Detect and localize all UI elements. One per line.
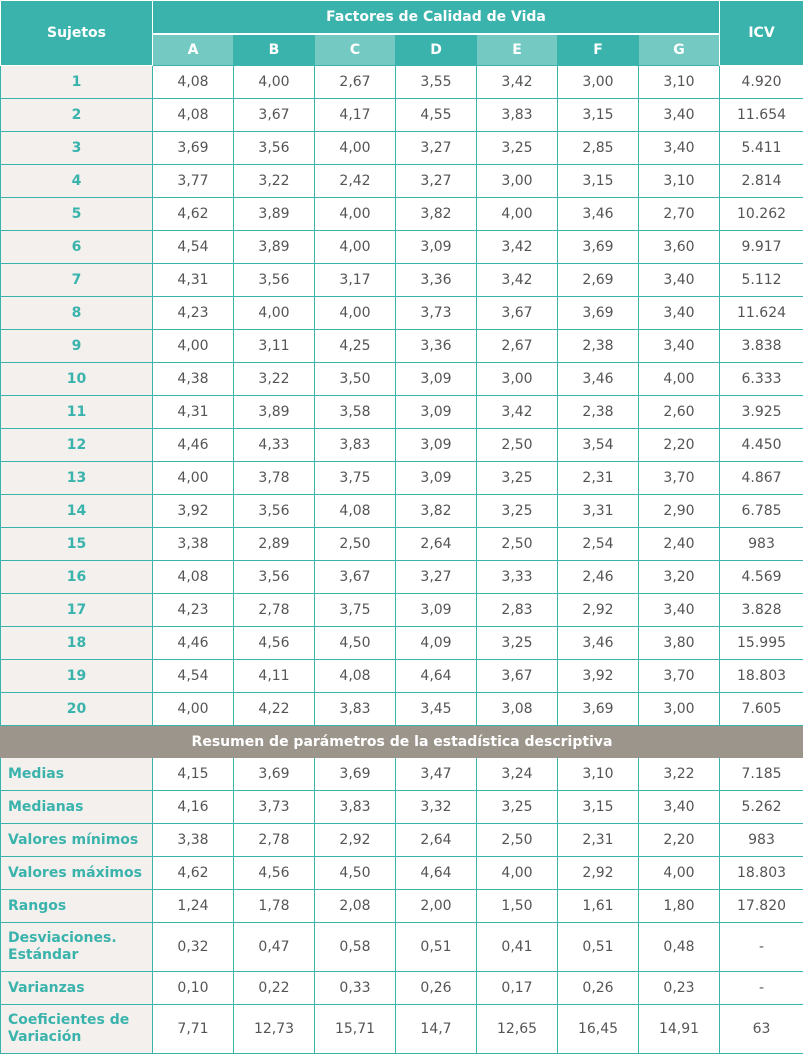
summary-value: 0,23 [639,972,720,1005]
summary-row [1,857,803,890]
factor-value: 4,00 [153,330,234,363]
table-row [1,132,803,165]
factor-value: 3,09 [396,462,477,495]
factor-value: 4,25 [315,330,396,363]
factor-value: 3,89 [234,231,315,264]
subject-number: 5 [1,198,153,231]
subject-number: 13 [1,462,153,495]
factor-value: 3,36 [396,264,477,297]
factor-value: 3,77 [153,165,234,198]
summary-value: 3,25 [477,791,558,824]
factor-value: 3,25 [477,495,558,528]
summary-value: 3,38 [153,824,234,857]
factor-value: 4,17 [315,99,396,132]
factor-value: 4,00 [315,198,396,231]
summary-value: 0,47 [234,923,315,972]
factor-value: 3,56 [234,495,315,528]
table-row [1,627,803,660]
summary-value: 4,64 [396,857,477,890]
summary-icv-value: 18.803 [720,857,803,890]
summary-value: 3,47 [396,758,477,791]
summary-value: 3,24 [477,758,558,791]
summary-label: Medias [1,758,153,791]
table-row [1,66,803,99]
summary-value: 0,51 [396,923,477,972]
subject-number: 2 [1,99,153,132]
factor-value: 3,27 [396,165,477,198]
factor-value: 3,38 [153,528,234,561]
factor-value: 3,54 [558,429,639,462]
factor-value: 4,62 [153,198,234,231]
factor-value: 2,20 [639,429,720,462]
table-row [1,99,803,132]
factor-value: 3,17 [315,264,396,297]
summary-icv-value: 63 [720,1005,803,1054]
summary-value: 16,45 [558,1005,639,1054]
subject-number: 15 [1,528,153,561]
factor-value: 3,09 [396,594,477,627]
factor-value: 2,64 [396,528,477,561]
summary-value: 2,78 [234,824,315,857]
summary-body [1,726,803,1054]
factor-value: 4,00 [153,693,234,726]
summary-value: 3,22 [639,758,720,791]
factor-value: 4,22 [234,693,315,726]
subject-number: 17 [1,594,153,627]
factor-value: 4,00 [315,231,396,264]
table-row [1,165,803,198]
factor-value: 4,00 [315,297,396,330]
summary-value: 3,69 [315,758,396,791]
factor-value: 2,69 [558,264,639,297]
subjects-header: Sujetos [1,1,153,66]
factor-header-e: E [477,34,558,66]
summary-value: 0,51 [558,923,639,972]
icv-value: 983 [720,528,803,561]
factor-value: 4,38 [153,363,234,396]
factor-value: 2,70 [639,198,720,231]
summary-value: 7,71 [153,1005,234,1054]
summary-label: Valores mínimos [1,824,153,857]
subject-number: 20 [1,693,153,726]
factor-value: 3,70 [639,462,720,495]
factor-value: 3,10 [639,165,720,198]
factor-value: 3,08 [477,693,558,726]
factor-value: 2,40 [639,528,720,561]
subject-number: 7 [1,264,153,297]
summary-value: 2,92 [315,824,396,857]
factor-value: 4,08 [153,99,234,132]
summary-value: 0,10 [153,972,234,1005]
summary-value: 0,22 [234,972,315,1005]
summary-value: 1,50 [477,890,558,923]
subject-number: 10 [1,363,153,396]
summary-label: Varianzas [1,972,153,1005]
summary-icv-value: 7.185 [720,758,803,791]
factor-value: 4,09 [396,627,477,660]
factor-value: 4,56 [234,627,315,660]
summary-row [1,824,803,857]
factor-value: 3,40 [639,99,720,132]
factor-value: 3,45 [396,693,477,726]
icv-value: 11.654 [720,99,803,132]
factor-value: 3,55 [396,66,477,99]
factor-value: 3,78 [234,462,315,495]
factor-value: 3,00 [639,693,720,726]
factor-value: 3,42 [477,66,558,99]
table-row [1,429,803,462]
summary-icv-value: - [720,923,803,972]
summary-value: 0,48 [639,923,720,972]
table-row [1,363,803,396]
subject-number: 6 [1,231,153,264]
factor-value: 3,11 [234,330,315,363]
factor-value: 2,90 [639,495,720,528]
icv-value: 15.995 [720,627,803,660]
factor-value: 3,09 [396,396,477,429]
factor-value: 4,00 [639,363,720,396]
factor-header-b: B [234,34,315,66]
factor-value: 3,15 [558,99,639,132]
subject-number: 4 [1,165,153,198]
summary-value: 2,31 [558,824,639,857]
factor-value: 3,40 [639,594,720,627]
factor-value: 4,31 [153,396,234,429]
summary-value: 14,7 [396,1005,477,1054]
factor-value: 3,22 [234,363,315,396]
summary-value: 4,00 [639,857,720,890]
factor-header-a: A [153,34,234,66]
factor-value: 3,67 [315,561,396,594]
factor-value: 3,92 [153,495,234,528]
factor-value: 3,46 [558,198,639,231]
factor-value: 4,08 [153,66,234,99]
factor-value: 3,42 [477,396,558,429]
factor-value: 3,60 [639,231,720,264]
factor-value: 3,22 [234,165,315,198]
factor-value: 3,75 [315,462,396,495]
factor-value: 2,50 [315,528,396,561]
factor-value: 4,33 [234,429,315,462]
factor-value: 3,42 [477,264,558,297]
factor-value: 2,67 [477,330,558,363]
factor-value: 4,08 [153,561,234,594]
subject-number: 9 [1,330,153,363]
factor-value: 3,83 [315,693,396,726]
summary-label: Coeficientes de Variación [1,1005,153,1054]
factor-value: 3,56 [234,264,315,297]
factor-value: 3,67 [477,297,558,330]
summary-value: 12,65 [477,1005,558,1054]
factor-value: 4,08 [315,660,396,693]
factor-value: 3,89 [234,396,315,429]
subject-number: 11 [1,396,153,429]
factor-value: 3,69 [153,132,234,165]
factor-value: 2,38 [558,396,639,429]
factor-value: 2,60 [639,396,720,429]
icv-value: 3.925 [720,396,803,429]
subject-number: 1 [1,66,153,99]
factor-value: 3,25 [477,132,558,165]
factor-value: 3,25 [477,462,558,495]
summary-icv-value: 17.820 [720,890,803,923]
table-row [1,594,803,627]
factor-value: 4,11 [234,660,315,693]
factor-value: 3,69 [558,231,639,264]
factor-value: 3,67 [477,660,558,693]
factor-header-g: G [639,34,720,66]
factor-value: 3,09 [396,363,477,396]
summary-value: 4,56 [234,857,315,890]
factor-value: 4,50 [315,627,396,660]
icv-value: 4.920 [720,66,803,99]
summary-value: 3,69 [234,758,315,791]
summary-value: 4,50 [315,857,396,890]
summary-value: 1,80 [639,890,720,923]
factor-value: 4,00 [477,198,558,231]
summary-value: 0,26 [558,972,639,1005]
factor-value: 4,46 [153,429,234,462]
summary-value: 3,10 [558,758,639,791]
factor-value: 3,10 [639,66,720,99]
table-row [1,264,803,297]
icv-value: 18.803 [720,660,803,693]
factor-value: 2,85 [558,132,639,165]
factor-value: 2,83 [477,594,558,627]
factor-value: 4,46 [153,627,234,660]
summary-row [1,1005,803,1054]
summary-value: 4,00 [477,857,558,890]
factor-value: 4,55 [396,99,477,132]
subjects-body [1,66,803,726]
icv-value: 3.828 [720,594,803,627]
summary-title: Resumen de parámetros de la estadística descriptiva [1,726,803,758]
factor-value: 4,54 [153,231,234,264]
factor-value: 4,00 [315,132,396,165]
icv-value: 4.867 [720,462,803,495]
factor-value: 3,15 [558,165,639,198]
summary-value: 2,92 [558,857,639,890]
factor-value: 3,75 [315,594,396,627]
factor-value: 3,83 [315,429,396,462]
factor-value: 3,82 [396,198,477,231]
factor-value: 2,92 [558,594,639,627]
factor-value: 2,54 [558,528,639,561]
summary-row [1,923,803,972]
factor-value: 2,42 [315,165,396,198]
icv-value: 11.624 [720,297,803,330]
factor-value: 2,67 [315,66,396,99]
factor-value: 3,33 [477,561,558,594]
summary-value: 2,00 [396,890,477,923]
summary-value: 1,24 [153,890,234,923]
factor-value: 3,40 [639,264,720,297]
factor-value: 2,89 [234,528,315,561]
summary-value: 4,15 [153,758,234,791]
table-row [1,330,803,363]
summary-value: 0,33 [315,972,396,1005]
summary-value: 12,73 [234,1005,315,1054]
icv-value: 7.605 [720,693,803,726]
factor-value: 3,00 [477,165,558,198]
summary-value: 2,50 [477,824,558,857]
factor-header-c: C [315,34,396,66]
factor-value: 3,83 [477,99,558,132]
factor-value: 3,89 [234,198,315,231]
factor-value: 4,64 [396,660,477,693]
icv-value: 6.785 [720,495,803,528]
factor-header-d: D [396,34,477,66]
factor-value: 3,40 [639,330,720,363]
subject-number: 3 [1,132,153,165]
summary-row [1,890,803,923]
subject-number: 16 [1,561,153,594]
factor-value: 3,25 [477,627,558,660]
factor-value: 3,09 [396,231,477,264]
table-row [1,297,803,330]
summary-value: 0,17 [477,972,558,1005]
summary-value: 2,08 [315,890,396,923]
factor-value: 3,69 [558,693,639,726]
factor-value: 4,31 [153,264,234,297]
factor-value: 4,08 [315,495,396,528]
factor-value: 3,73 [396,297,477,330]
summary-value: 3,32 [396,791,477,824]
factor-value: 3,00 [558,66,639,99]
icv-value: 4.569 [720,561,803,594]
factor-value: 3,50 [315,363,396,396]
table-row [1,495,803,528]
factor-value: 3,46 [558,627,639,660]
factor-value: 3,70 [639,660,720,693]
table-row [1,528,803,561]
factor-header-f: F [558,34,639,66]
factor-value: 4,23 [153,297,234,330]
summary-value: 0,58 [315,923,396,972]
table-header [1,1,803,66]
icv-value: 5.112 [720,264,803,297]
subject-number: 14 [1,495,153,528]
factor-value: 2,50 [477,528,558,561]
factor-value: 3,56 [234,132,315,165]
summary-value: 2,20 [639,824,720,857]
summary-icv-value: 5.262 [720,791,803,824]
icv-value: 2.814 [720,165,803,198]
subject-number: 18 [1,627,153,660]
icv-value: 6.333 [720,363,803,396]
factor-value: 3,42 [477,231,558,264]
factor-value: 2,38 [558,330,639,363]
summary-value: 4,16 [153,791,234,824]
summary-value: 0,26 [396,972,477,1005]
icv-value: 10.262 [720,198,803,231]
summary-value: 4,62 [153,857,234,890]
factor-value: 3,92 [558,660,639,693]
factor-value: 4,00 [234,297,315,330]
factor-value: 3,40 [639,132,720,165]
factor-value: 3,67 [234,99,315,132]
summary-icv-value: - [720,972,803,1005]
factor-value: 2,50 [477,429,558,462]
factor-value: 3,58 [315,396,396,429]
factor-value: 3,46 [558,363,639,396]
summary-value: 0,32 [153,923,234,972]
icv-value: 3.838 [720,330,803,363]
table-row [1,660,803,693]
table-row [1,462,803,495]
summary-value: 3,15 [558,791,639,824]
factor-value: 3,69 [558,297,639,330]
summary-icv-value: 983 [720,824,803,857]
subject-number: 8 [1,297,153,330]
summary-value: 3,40 [639,791,720,824]
table-row [1,231,803,264]
table-row [1,693,803,726]
summary-value: 1,78 [234,890,315,923]
factor-value: 2,31 [558,462,639,495]
table-row [1,198,803,231]
summary-row [1,758,803,791]
summary-label: Valores máximos [1,857,153,890]
factor-value: 4,23 [153,594,234,627]
summary-row [1,972,803,1005]
summary-value: 15,71 [315,1005,396,1054]
factor-value: 3,31 [558,495,639,528]
icv-header: ICV [720,1,803,66]
subject-number: 19 [1,660,153,693]
icv-value: 9.917 [720,231,803,264]
table-row [1,561,803,594]
factor-value: 4,54 [153,660,234,693]
factor-value: 3,27 [396,561,477,594]
factor-value: 3,36 [396,330,477,363]
summary-row [1,791,803,824]
table-row [1,396,803,429]
factor-value: 3,80 [639,627,720,660]
factor-value: 3,82 [396,495,477,528]
factor-value: 4,00 [153,462,234,495]
summary-label: Medianas [1,791,153,824]
summary-value: 3,73 [234,791,315,824]
summary-value: 1,61 [558,890,639,923]
factor-value: 3,09 [396,429,477,462]
factor-value: 2,46 [558,561,639,594]
summary-value: 3,83 [315,791,396,824]
factor-value: 3,20 [639,561,720,594]
summary-label: Rangos [1,890,153,923]
factors-header: Factores de Calidad de Vida [153,1,720,35]
summary-value: 2,64 [396,824,477,857]
summary-value: 0,41 [477,923,558,972]
factor-value: 3,56 [234,561,315,594]
factor-value: 3,00 [477,363,558,396]
factor-value: 2,78 [234,594,315,627]
subject-number: 12 [1,429,153,462]
factor-value: 3,40 [639,297,720,330]
factor-value: 4,00 [234,66,315,99]
summary-label: Desviaciones. Estándar [1,923,153,972]
factor-value: 3,27 [396,132,477,165]
summary-value: 14,91 [639,1005,720,1054]
icv-value: 4.450 [720,429,803,462]
icv-value: 5.411 [720,132,803,165]
